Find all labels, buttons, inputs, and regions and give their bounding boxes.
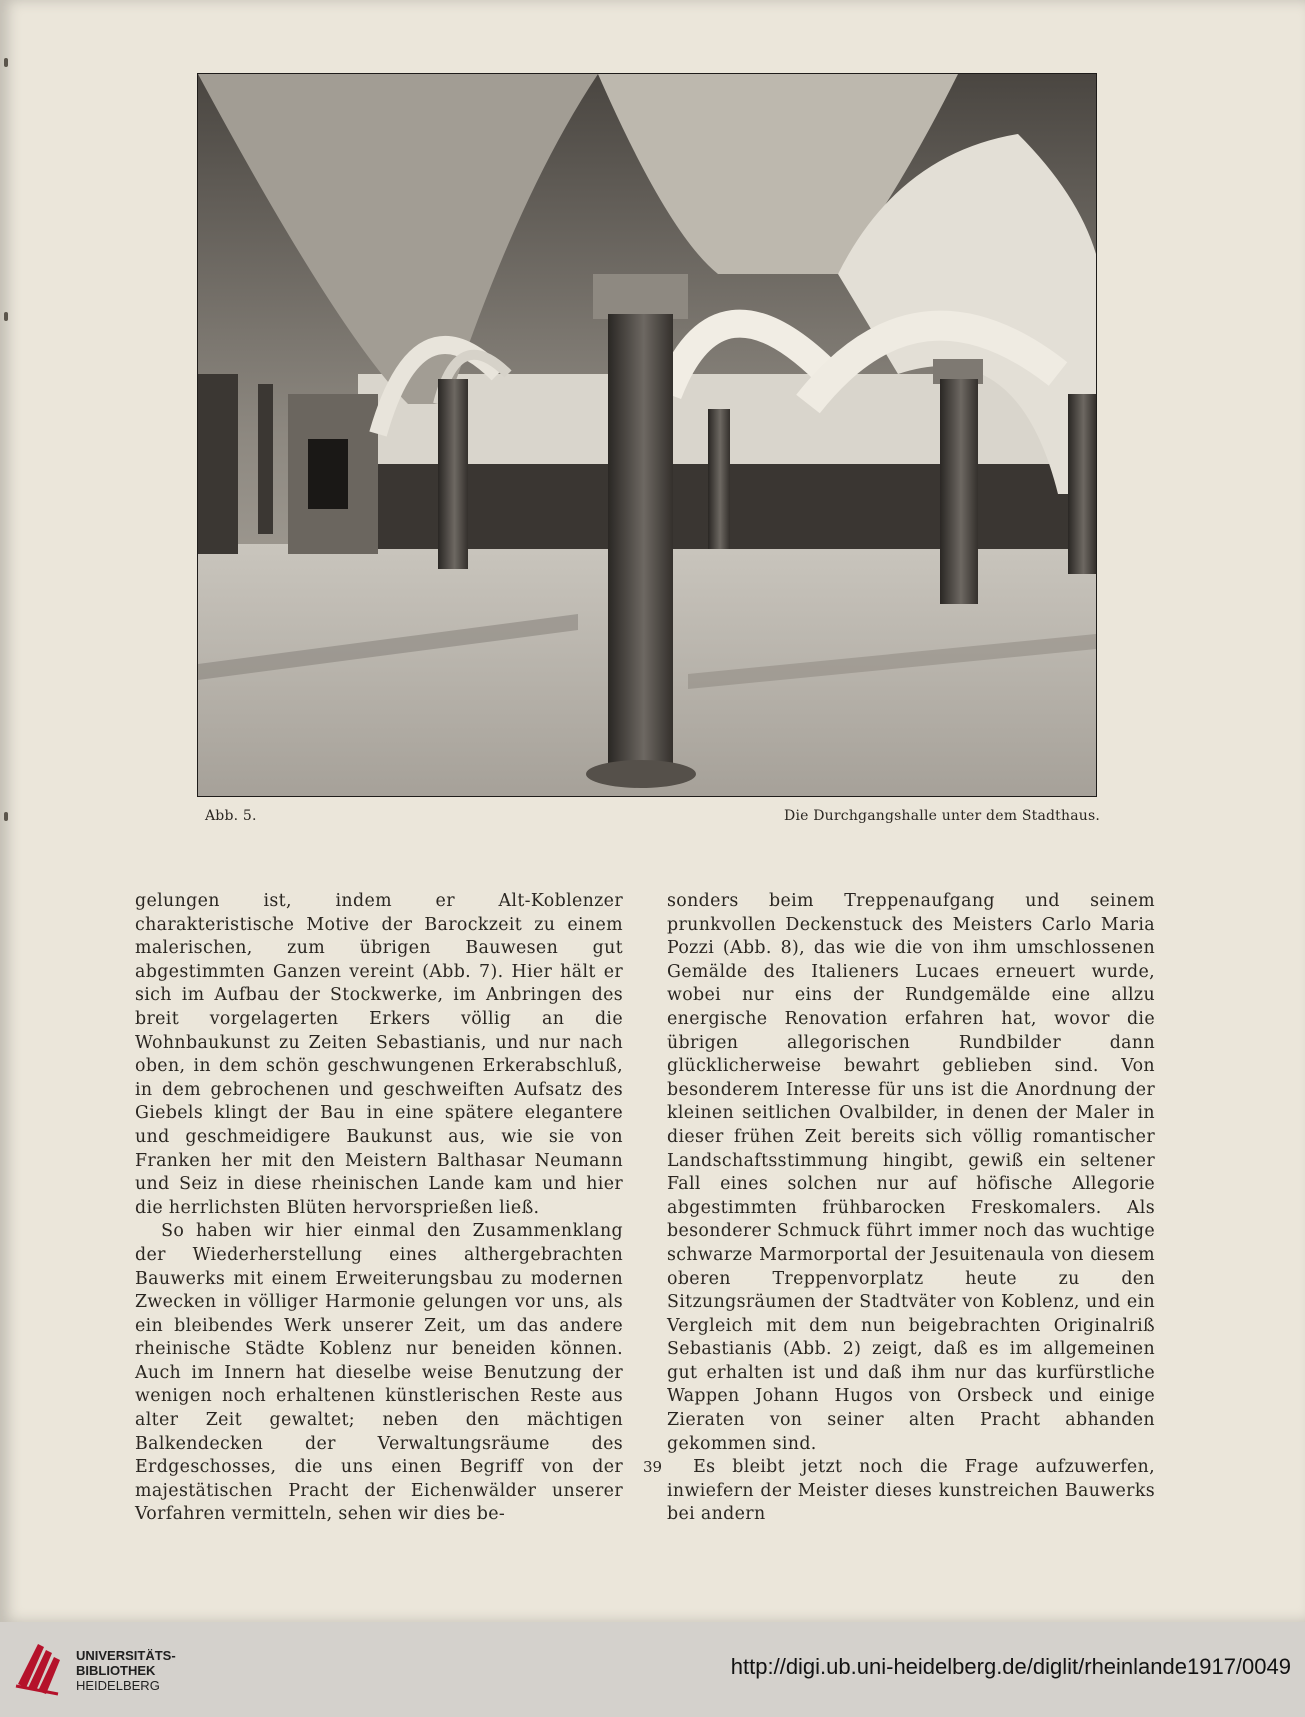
binding-mark (4, 812, 8, 821)
paragraph: sonders beim Treppenaufgang und seinem prunkvollen Deckenstuck des Meisters Carlo Maria Pozzi (Abb. 8), das wie die von ihm umschlossenen Gemälde des Italieners Lucaes erneuert wurde, wobei nur eins der Rundgemälde eine allzu energische Renovation erfahren hat, wovor die übrigen allegorischen Rundbilder dann glücklicherweise bewahrt geblieben sind. Von besonderem Interesse für uns ist die Anordnung der kleinen seitlichen Ovalbilder, in denen der Maler in dieser frühen Zeit bereits sich völlig romantischer Landschaftsstimmung hingibt, gewiß ein seltener Fall eines solchen nur auf höfische Allegorie abgestimmten frühbarocken Freskomalers. Als besonderer Schmuck führt immer noch das wuchtige schwarze Marmorportal der Jesuitenaula von diesem oberen Treppenvorplatz heute zu den Sitzungsräumen der Stadtväter von Koblenz, und ein Vergleich mit dem nun beigebrachten Originalriß Sebastianis (Abb. 2) zeigt, daß es im allgemeinen gut erhalten ist und daß ihm nur das kurfürstliche Wappen Johann Hugos von Orsbeck und einige Zieraten von seiner alten Pracht abhanden gekommen sind. (667, 891, 1155, 1454)
figure-label: Abb. 5. (205, 808, 257, 824)
figure-title: Die Durchgangshalle unter dem Stadthaus. (784, 808, 1100, 824)
library-line: BIBLIOTHEK (76, 1663, 156, 1678)
library-line: UNIVERSITÄTS- (76, 1648, 176, 1663)
vaulted-hall-illustration (198, 74, 1096, 796)
text-column-left (135, 890, 623, 1527)
text-column-right (667, 890, 1155, 1527)
binding-mark (4, 58, 8, 67)
paragraph: So haben wir hier einmal den Zusammenklang der Wiederherstellung eines althergebrachten Bauwerks mit einem Erweiterungsbau zu modernen Zwecken in völliger Harmonie gelungen vor uns, als ein bleibendes Werk unserer Zeit, um das andere rheinische Städte Koblenz nur beneiden können. Auch im Innern hat dieselbe weise Benutzung der wenigen noch erhaltenen künstlerischen Reste aus alter Zeit gewaltet; neben den mächtigen Balkendecken der Verwaltungsräume des Erdgeschosses, die uns einen Begriff von der majestätischen Pracht der Eichenwälder unserer Vorfahren vermitteln, sehen wir dies be- (135, 1221, 623, 1525)
paragraph: Es bleibt jetzt noch die Frage aufzuwerfen, inwiefern der Meister dieses kunstreichen Bauwerks bei andern (667, 1457, 1155, 1525)
library-footer (0, 1622, 1305, 1717)
binding-mark (4, 312, 8, 321)
library-line: HEIDELBERG (76, 1678, 160, 1693)
page-number: 39 (642, 1458, 663, 1476)
figure-photo-vaulted-hall (197, 73, 1097, 797)
paragraph: gelungen ist, indem er Alt-Koblenzer charakteristische Motive der Barockzeit zu einem malerischen, zum übrigen Bauwesen gut abgestimmten Ganzen vereint (Abb. 7). Hier hält er sich im Aufbau der Stockwerke, im Anbringen des breit vorgelagerten Erkers völlig an die Wohnbaukunst zu Zeiten Sebastianis, und nur nach oben, in dem schön geschwungenen Erkerabschluß, in dem gebrochenen und geschweiften Aufsatz des Giebels klingt der Bau in eine spätere elegantere und geschmeidigere Baukunst aus, wie sie von Franken her mit den Meistern Balthasar Neumann und Seiz in diese rheinischen Lande kam und hier die herrlichsten Blüten hervorsprießen ließ. (135, 891, 623, 1218)
source-url-link[interactable]: http://digi.ub.uni-heidelberg.de/diglit/rheinlande1917/0049 (730, 1654, 1291, 1679)
library-logo-icon (12, 1636, 64, 1696)
library-name (76, 1648, 176, 1693)
